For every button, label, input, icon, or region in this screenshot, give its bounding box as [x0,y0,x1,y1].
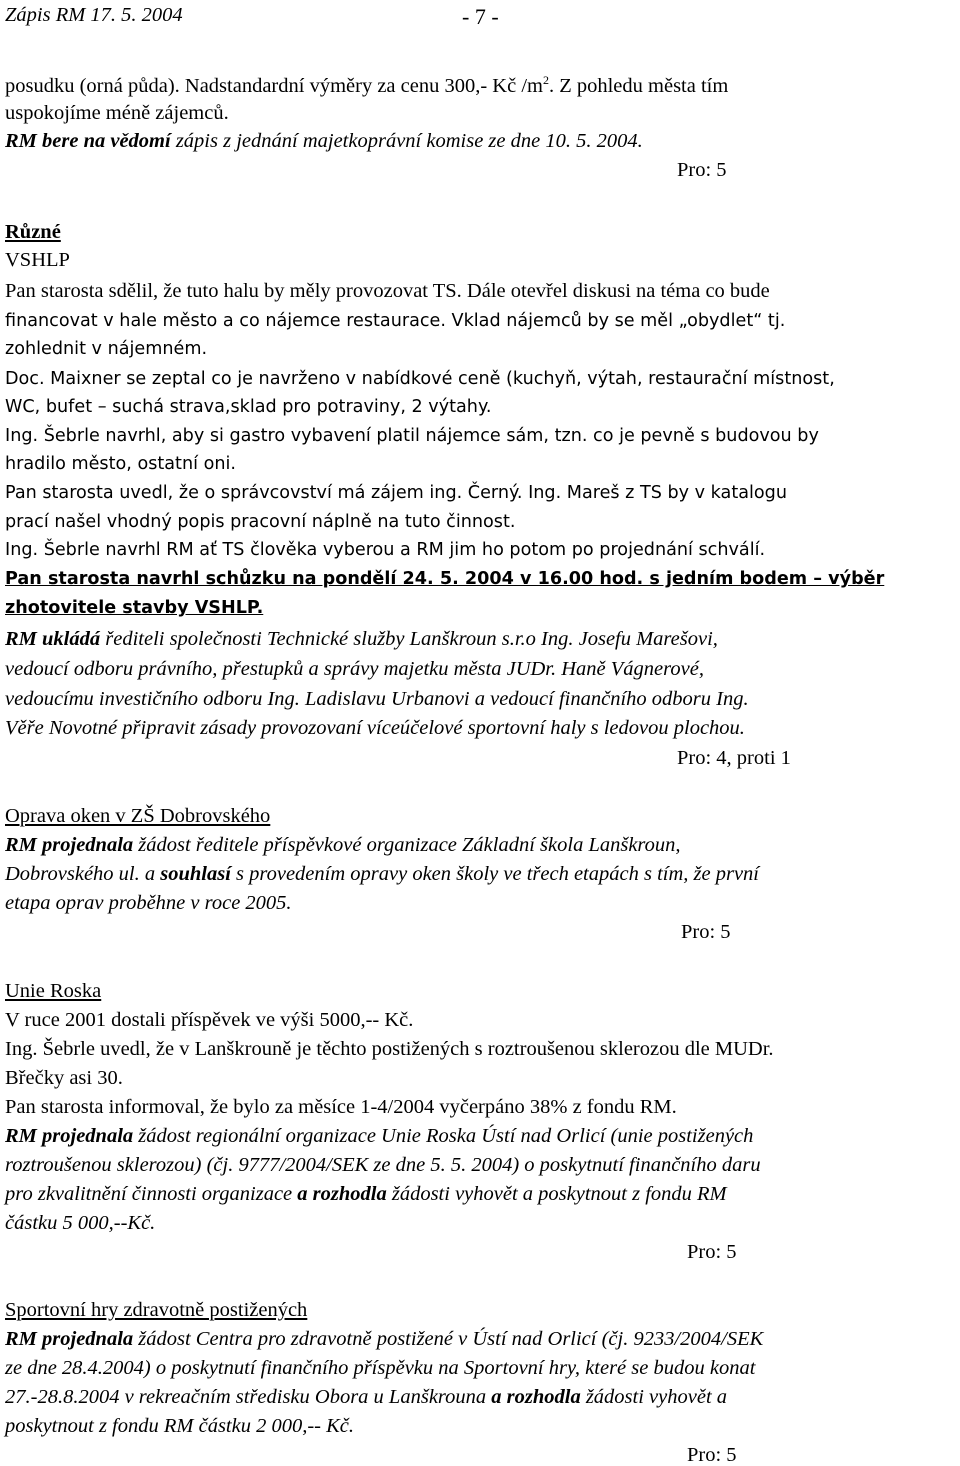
text-line: Doc. Maixner se zeptal co je navrženo v nabídkové ceně (kuchyň, výtah, restaurační místnost, [5,369,835,389]
resolution-line: roztroušenou sklerozou) (čj. 9777/2004/SEK ze dne 5. 5. 2004) o poskytnutí finančního daru [5,1154,761,1176]
resolution-line: etapa oprav proběhne v roce 2005. [5,892,292,914]
resolution-line: pro zkvalitnění činnosti organizace a rozhodla žádosti vyhovět a poskytnout z fondu RM [5,1183,727,1205]
text-line: Pan starosta sdělil, že tuto halu by měly provozovat TS. Dále otevřel diskusi na téma co bude [5,280,770,302]
text-line: Ing. Šebrle uvedl, že v Lanškrouně je těchto postižených s roztroušenou sklerozou dle MUDr. [5,1038,774,1060]
text-line: Břečky asi 30. [5,1067,123,1089]
text-line: V ruce 2001 dostali příspěvek ve výši 5000,-- Kč. [5,1009,414,1031]
resolution-line: Věře Novotné připravit zásady provozovaní víceúčelové sportovní haly s ledovou plochou. [5,717,745,739]
text-line: Pan starosta informoval, že bylo za měsíce 1-4/2004 vyčerpáno 38% z fondu RM. [5,1096,677,1118]
resolution-line: ze dne 28.4.2004) o poskytnutí finančního příspěvku na Sportovní hry, které se budou konat [5,1357,756,1379]
text-line: hradilo město, ostatní oni. [5,454,236,474]
text-line: financovat v hale město a co nájemce restaurace. Vklad nájemců by se měl „obydlet“ tj. [5,311,786,331]
section-heading: Různé [5,221,61,243]
resolution-line: částku 5 000,--Kč. [5,1212,156,1234]
text-line: posudku (orná půda). Nadstandardní výměry za cenu 300,- Kč $/m^2$. Z pohledu města tím [5,73,729,97]
section-heading: Oprava oken v ZŠ Dobrovského [5,805,271,827]
meeting-line: Pan starosta navrhl schůzku na pondělí 24. 5. 2004 v 16.00 hod. s jedním bodem – výběr [5,569,885,589]
vote-result: Pro: 5 [677,159,727,181]
section-heading: Unie Roska [5,980,102,1002]
resolution-line: Dobrovského ul. a souhlasí s provedením opravy oken školy ve třech etapách s tím, že první [5,863,760,885]
vote-result: Pro: 5 [681,921,731,943]
vote-result: Pro: 5 [687,1444,737,1466]
resolution-line: RM projednala žádost Centra pro zdravotně postižené v Ústí nad Orlicí (čj. 9233/2004/SEK [5,1328,764,1350]
page-header-title: Zápis RM 17. 5. 2004 [5,4,183,26]
resolution-line: vedoucímu investičního odboru Ing. Ladislavu Urbanovi a vedoucí finančního odboru Ing. [5,688,749,710]
resolution-line: RM projednala žádost regionální organizace Unie Roska Ústí nad Orlicí (unie postižených [5,1125,754,1147]
page-number: - 7 - [462,4,499,29]
resolution-line: RM projednala žádost ředitele příspěvkové organizace Základní škola Lanškroun, [5,834,681,856]
text-line: Ing. Šebrle navrhl, aby si gastro vybavení platil nájemce sám, tzn. co je pevně s budovou by [5,426,819,446]
subsection-heading: VSHLP [5,249,70,271]
text-line: uspokojíme méně zájemců. [5,102,229,124]
resolution-line: 27.-28.8.2004 v rekreačním středisku Obora u Lanškrouna a rozhodla žádosti vyhovět a [5,1386,728,1408]
section-heading: Sportovní hry zdravotně postižených [5,1299,308,1321]
meeting-line: zhotovitele stavby VSHLP. [5,598,264,618]
text-line: WC, bufet – suchá strava,sklad pro potraviny, 2 výtahy. [5,397,492,417]
text-line: Ing. Šebrle navrhl RM ať TS člověka vyberou a RM jim ho potom po projednání schválí. [5,540,766,560]
vote-result: Pro: 4, proti 1 [677,747,791,769]
text-line: prací našel vhodný popis pracovní náplně na tuto činnost. [5,512,516,532]
resolution-line: vedoucí odboru právního, přestupků a správy majetku města JUDr. Haně Vágnerové, [5,658,704,680]
vote-result: Pro: 5 [687,1241,737,1263]
resolution-line: RM bere na vědomí zápis z jednání majetkoprávní komise ze dne 10. 5. 2004. [5,130,643,152]
resolution-line: poskytnout z fondu RM částku 2 000,-- Kč. [5,1415,355,1437]
text-line: Pan starosta uvedl, že o správcovství má zájem ing. Černý. Ing. Mareš z TS by v katalogu [5,483,787,503]
text-line: zohlednit v nájemném. [5,339,208,359]
resolution-line: RM ukládá řediteli společnosti Technické služby Lanškroun s.r.o Ing. Josefu Marešovi, [5,628,718,650]
